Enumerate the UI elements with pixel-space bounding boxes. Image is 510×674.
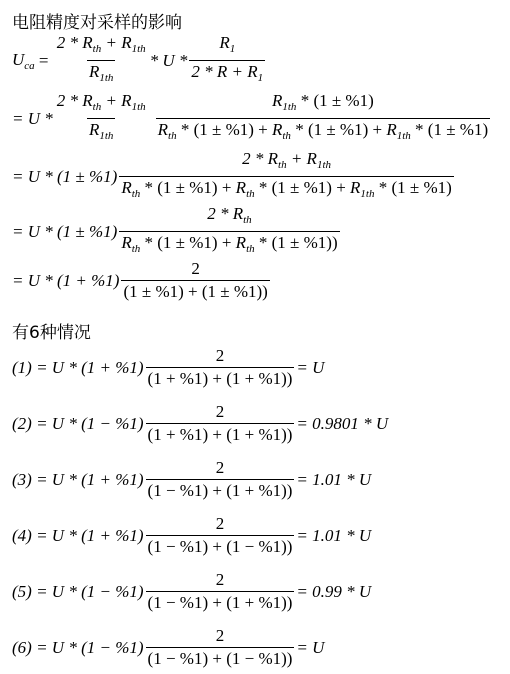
equation-line-2: = U * $\frac{2 * R_{th} + R_{1th}}{R_{1th}}$ $\frac{R_{1th} * (1 \pm \%1)}{R_{th} * (1 \pm \%1) + R_{th} * (1 \pm \%1) + R_{1th} * (1 \pm \%1)}$ <box>12 92 492 145</box>
cases-heading-text: 有6种情况 <box>12 323 91 343</box>
fraction-4: $\frac{R_{1th} * (1 \pm \%1)}{R_{th} * (1 \pm \%1) + R_{th} * (1 \pm \%1) + R_{1th} * (1 \pm \%1)}$ <box>156 92 491 145</box>
case-row-4: (4) = U * (1 + %1) $\frac{2}{(1 - \%1) + (1 - \%1))}$ = 1.01 * U <box>12 514 372 556</box>
equation-line-1: $U_{ca}$ = $\frac{2 * R_{th} + R_{1th}}{R_{1th}}$ * U * $\frac{R_1}{2 * R + R_1}$ <box>12 34 267 87</box>
case-row-5: (5) = U * (1 − %1) $\frac{2}{(1 - \%1) + (1 + \%1))}$ = 0.99 * U <box>12 570 372 612</box>
fraction-2: $\frac{R_1}{2 * R + R_1}$ <box>189 34 265 87</box>
equation-line-4: = U * (1 ± %1) $\frac{2 * R_{th}}{R_{th} * (1 \pm \%1) + R_{th} * (1 \pm \%1))}$ <box>12 205 342 258</box>
ucal-symbol: $U_{ca}$ <box>12 49 35 72</box>
title-text: 电阻精度对采样的影响 <box>12 13 182 33</box>
fraction-3: $\frac{2 * R_{th} + R_{1th}}{R_{1th}}$ <box>55 92 148 145</box>
cases-heading <box>12 318 91 343</box>
case-row-2: (2) = U * (1 − %1) $\frac{2}{(1 + \%1) + (1 + \%1))}$ = 0.9801 * U <box>12 402 389 444</box>
equation-line-5: = U * (1 + %1) $\frac{2}{(1 \pm \%1) + (1 \pm \%1))}$ <box>12 259 268 301</box>
times-u: * U * <box>149 50 188 70</box>
case-row-1: (1) = U * (1 + %1) $\frac{2}{(1 + \%1) + (1 + \%1))}$ = U <box>12 346 325 388</box>
case-row-3: (3) = U * (1 + %1) $\frac{2}{(1 - \%1) + (1 + \%1))}$ = 1.01 * U <box>12 458 372 500</box>
case-row-6: (6) = U * (1 − %1) $\frac{2}{(1 - \%1) + (1 - \%1))}$ = U <box>12 626 325 668</box>
fraction-1: $\frac{2 * R_{th} + R_{1th}}{R_{1th}}$ <box>55 34 148 87</box>
fraction-5: $\frac{2 * R_{th} + R_{1th}}{R_{th} * (1 \pm \%1) + R_{th} * (1 \pm \%1) + R_{1th} * (1 \pm \%1)}$ <box>119 150 454 203</box>
fraction-7: $\frac{2}{(1 \pm \%1) + (1 \pm \%1))}$ <box>123 259 268 301</box>
page-title <box>12 8 182 33</box>
equation-line-3: = U * (1 ± %1) $\frac{2 * R_{th} + R_{1th}}{R_{th} * (1 \pm \%1) + R_{th} * (1 \pm \%1) + R_{1th} * (1 \pm \%1)}$ <box>12 150 456 203</box>
fraction-6: $\frac{2 * R_{th}}{R_{th} * (1 \pm \%1) + R_{th} * (1 \pm \%1))}$ <box>119 205 339 258</box>
